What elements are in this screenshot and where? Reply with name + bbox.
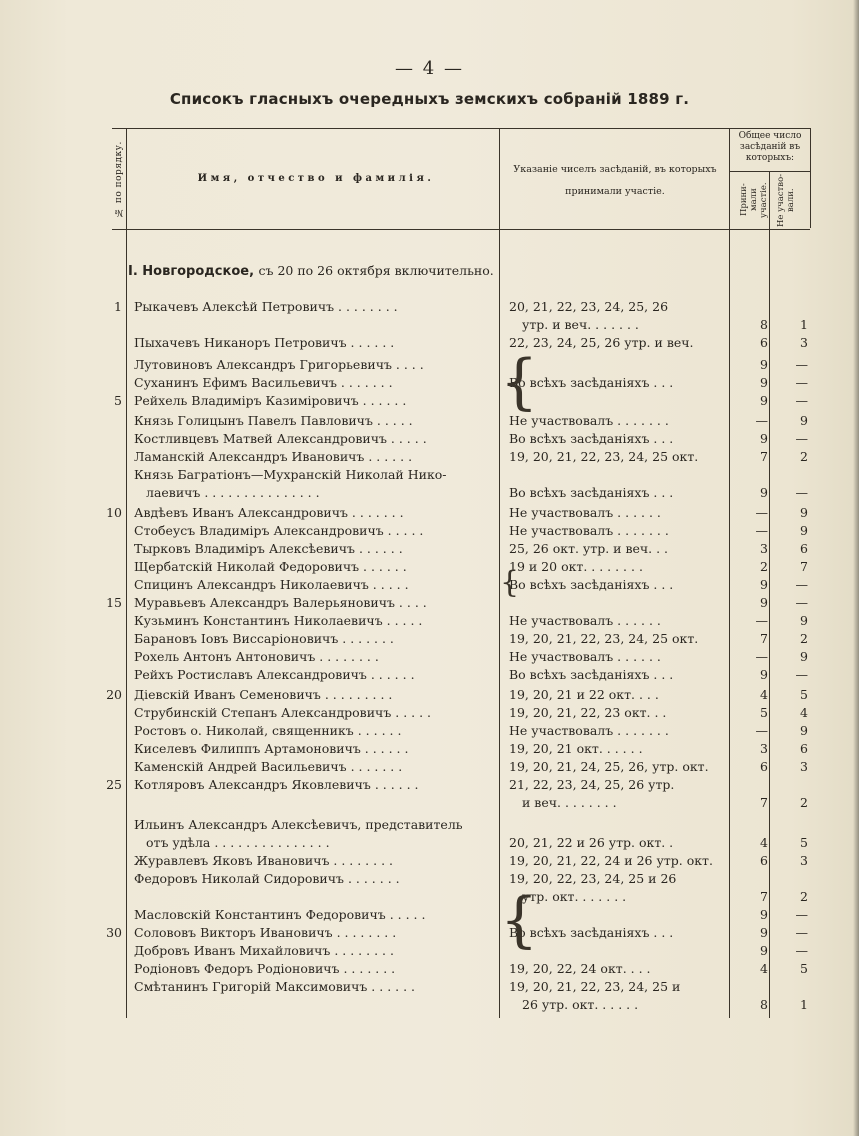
row-name: Масловскій Константинъ Федоровичъ . . . . . [134,907,426,922]
row-not-participated: — [795,357,808,372]
brace-group-3: { [500,885,539,955]
row-name: Добровъ Иванъ Михайловичъ . . . . . . . . [134,943,394,958]
row-not-participated: — [795,375,808,390]
header-participated: Прини- мали участіе. [739,182,769,218]
row-sessions: 19, 20, 21, 22, 23, 24, 25 и [509,979,681,994]
row-participated: 8 [760,997,768,1012]
row-sessions: 20, 21, 22, 23, 24, 25, 26 [509,299,669,314]
row-not-participated: 2 [800,449,808,464]
row-sessions: 19, 20, 21 окт. . . . . . [509,741,643,756]
row-name: Барановъ Іовъ Виссаріоновичъ . . . . . . . [134,631,394,646]
row-not-participated: 2 [800,795,808,810]
brace-group-2: { [500,565,520,600]
row-participated: 4 [760,961,768,976]
row-not-participated: 9 [800,723,808,738]
row-name: Струбинскій Степанъ Александровичъ . . . . . [134,705,432,720]
row-sessions-continued: утр. и веч. . . . . . . [522,317,639,332]
row-participated: 9 [760,907,768,922]
row-not-participated: 7 [800,559,808,574]
row-not-participated: 2 [800,631,808,646]
row-name: Рейхель Владиміръ Казиміровичъ . . . . . . [134,393,407,408]
row-participated: 6 [760,853,768,868]
row-participated: 7 [760,449,768,464]
row-sessions: 19, 20, 21, 24, 25, 26, утр. окт. [509,759,709,774]
row-not-participated: 6 [800,541,808,556]
row-name: Костливцевъ Матвей Александровичъ . . . . . [134,431,427,446]
row-not-participated: 3 [800,853,808,868]
row-name: Спицинъ Александръ Николаевичъ . . . . . [134,577,409,592]
row-number: 25 [106,777,122,792]
row-not-participated: 9 [800,649,808,664]
row-participated: — [755,413,768,428]
row-participated: 7 [760,795,768,810]
row-sessions: 25, 26 окт. утр. и веч. . . [509,541,669,556]
row-sessions: 22, 23, 24, 25, 26 утр. и веч. [509,335,694,350]
row-sessions: Во всѣхъ засѣданіяхъ . . . [509,577,674,592]
row-name: Ламанскій Александръ Ивановичъ . . . . . . [134,449,413,464]
row-participated: 9 [760,667,768,682]
row-participated: 5 [760,705,768,720]
row-not-participated: — [795,393,808,408]
header-sessions-line1: Указаніе чиселъ засѣданій, въ которыхъ [513,164,717,175]
row-sessions: Во всѣхъ засѣданіяхъ . . . [509,485,674,500]
row-not-participated: — [795,485,808,500]
row-name: Щербатскій Николай Федоровичъ . . . . . . [134,559,407,574]
row-not-participated: — [795,907,808,922]
row-name: Солововъ Викторъ Ивановичъ . . . . . . . . [134,925,397,940]
header-not-participated: Не участво- вали. [776,173,796,227]
row-participated: 2 [760,559,768,574]
row-sessions: 19 и 20 окт. . . . . . . . [509,559,643,574]
row-participated: 4 [760,835,768,850]
row-not-participated: 4 [800,705,808,720]
page-title: Списокъ гласныхъ очередныхъ земскихъ собраній 1889 г. [169,90,690,108]
row-participated: 8 [760,317,768,332]
row-sessions: 20, 21, 22 и 26 утр. окт. . [509,835,674,850]
row-name: Смѣтанинъ Григорій Максимовичъ . . . . . . [134,979,416,994]
row-name: Тырковъ Владиміръ Алексѣевичъ . . . . . . [134,541,403,556]
row-name: Суханинъ Ефимъ Васильевичъ . . . . . . . [134,375,393,390]
row-participated: — [755,523,768,538]
header-name: Имя, отчество и фамилія. [197,173,435,184]
row-participated: 9 [760,431,768,446]
row-participated: 9 [760,393,768,408]
row-not-participated: — [795,925,808,940]
row-name-continued: лаевичъ . . . . . . . . . . . . . . . [146,485,320,500]
row-name: Князь Голицынъ Павелъ Павловичъ . . . . . [134,413,413,428]
row-number: 30 [106,925,122,940]
header-number: № по порядку. [114,141,124,217]
row-name: Киселевъ Филиппъ Артамоновичъ . . . . . . [134,741,409,756]
row-not-participated: 3 [800,759,808,774]
row-not-participated: 9 [800,505,808,520]
row-sessions: 19, 20, 21, 22, 24 и 26 утр. окт. [509,853,713,868]
row-participated: 9 [760,577,768,592]
row-name: Пыхачевъ Никаноръ Петровичъ . . . . . . [134,335,395,350]
row-sessions-continued: утр. окт. . . . . . . [522,889,627,904]
row-number: 20 [106,687,122,702]
row-number: 10 [106,505,122,520]
row-sessions: Во всѣхъ засѣданіяхъ . . . [509,667,674,682]
row-name: Рейхъ Ростиславъ Александровичъ . . . . . . [134,667,415,682]
row-name: Рохель Антонъ Антоновичъ . . . . . . . . [134,649,379,664]
row-participated: 9 [760,357,768,372]
row-participated: 9 [760,925,768,940]
row-sessions: Во всѣхъ засѣданіяхъ . . . [509,925,674,940]
row-sessions: 19, 20, 22, 23, 24, 25 и 26 [509,871,677,886]
row-participated: 9 [760,595,768,610]
row-name: Діевскій Иванъ Семеновичъ . . . . . . . . . [134,687,393,702]
row-sessions: Не участвовалъ . . . . . . [509,613,661,628]
row-name: Авдѣевъ Иванъ Александровичъ . . . . . . . [134,505,404,520]
row-not-participated: 9 [800,413,808,428]
row-not-participated: — [795,943,808,958]
row-not-participated: 1 [800,317,808,332]
row-not-participated: 5 [800,835,808,850]
section-title [128,262,494,281]
row-not-participated: 3 [800,335,808,350]
row-not-participated: — [795,595,808,610]
row-sessions: Во всѣхъ засѣданіяхъ . . . [509,375,674,390]
row-sessions-continued: 26 утр. окт. . . . . . [522,997,639,1012]
row-participated: 7 [760,631,768,646]
row-sessions: 19, 20, 22, 24 окт. . . . [509,961,651,976]
row-not-participated: — [795,577,808,592]
row-participated: 9 [760,375,768,390]
row-sessions: 19, 20, 21, 22, 23 окт. . . [509,705,667,720]
row-not-participated: 2 [800,889,808,904]
row-not-participated: 9 [800,613,808,628]
row-name: Стобеусъ Владиміръ Александровичъ . . . . . [134,523,424,538]
header-sessions-line2: принимали участіе. [565,186,665,197]
row-sessions: 19, 20, 21, 22, 23, 24, 25 окт. [509,449,699,464]
row-participated: — [755,505,768,520]
row-participated: 9 [760,485,768,500]
row-number: 15 [106,595,122,610]
row-participated: 9 [760,943,768,958]
row-participated: 3 [760,541,768,556]
row-name: Рыкачевъ Алексѣй Петровичъ . . . . . . . . [134,299,398,314]
row-not-participated: 5 [800,961,808,976]
row-participated: 4 [760,687,768,702]
row-sessions-continued: и веч. . . . . . . . [522,795,617,810]
row-name: Ильинъ Александръ Алексѣевичъ, представитель [134,817,463,832]
header-total: Общее число засѣданій въ которыхъ: [738,131,802,163]
row-name: Каменскій Андрей Васильевичъ . . . . . . . [134,759,403,774]
row-sessions: Не участвовалъ . . . . . . . [509,413,669,428]
row-name: Лутовиновъ Александръ Григорьевичъ . . . . [134,357,424,372]
row-number: 5 [114,393,122,408]
section-title-bold: I. Новгородское, [128,264,255,279]
row-sessions: 19, 20, 21, 22, 23, 24, 25 окт. [509,631,699,646]
row-not-participated: — [795,431,808,446]
row-sessions: 21, 22, 23, 24, 25, 26 утр. [509,777,675,792]
row-name: Ростовъ о. Николай, священникъ . . . . . . [134,723,402,738]
page-edge-shadow [853,0,859,1136]
section-title-rest: съ 20 по 26 октября включительно. [258,263,494,278]
row-participated: 3 [760,741,768,756]
row-name: Журавлевъ Яковъ Ивановичъ . . . . . . . . [134,853,393,868]
row-participated: 6 [760,759,768,774]
row-not-participated: 6 [800,741,808,756]
row-name: Князь Багратіонъ—Мухранскій Николай Нико- [134,467,447,482]
row-participated: 7 [760,889,768,904]
row-sessions: 19, 20, 21 и 22 окт. . . . [509,687,659,702]
page-number: — 4 — [395,58,464,79]
row-number: 1 [114,299,122,314]
row-participated: 6 [760,335,768,350]
row-name: Муравьевъ Александръ Валерьяновичъ . . . . [134,595,427,610]
row-not-participated: 5 [800,687,808,702]
row-name: Котляровъ Александръ Яковлевичъ . . . . . . [134,777,419,792]
brace-group-1: { [500,347,539,417]
row-participated: — [755,649,768,664]
row-not-participated: 1 [800,997,808,1012]
row-name: Федоровъ Николай Сидоровичъ . . . . . . . [134,871,400,886]
row-name: Кузьминъ Константинъ Николаевичъ . . . . . [134,613,423,628]
row-sessions: Не участвовалъ . . . . . . [509,505,661,520]
row-sessions: Во всѣхъ засѣданіяхъ . . . [509,431,674,446]
row-participated: — [755,613,768,628]
row-not-participated: — [795,667,808,682]
row-participated: — [755,723,768,738]
row-sessions: Не участвовалъ . . . . . . [509,649,661,664]
row-not-participated: 9 [800,523,808,538]
row-name-continued: отъ удѣла . . . . . . . . . . . . . . . [146,835,330,850]
row-sessions: Не участвовалъ . . . . . . . [509,523,669,538]
row-name: Родіоновъ Федоръ Родіоновичъ . . . . . . . [134,961,396,976]
row-sessions: Не участвовалъ . . . . . . . [509,723,669,738]
